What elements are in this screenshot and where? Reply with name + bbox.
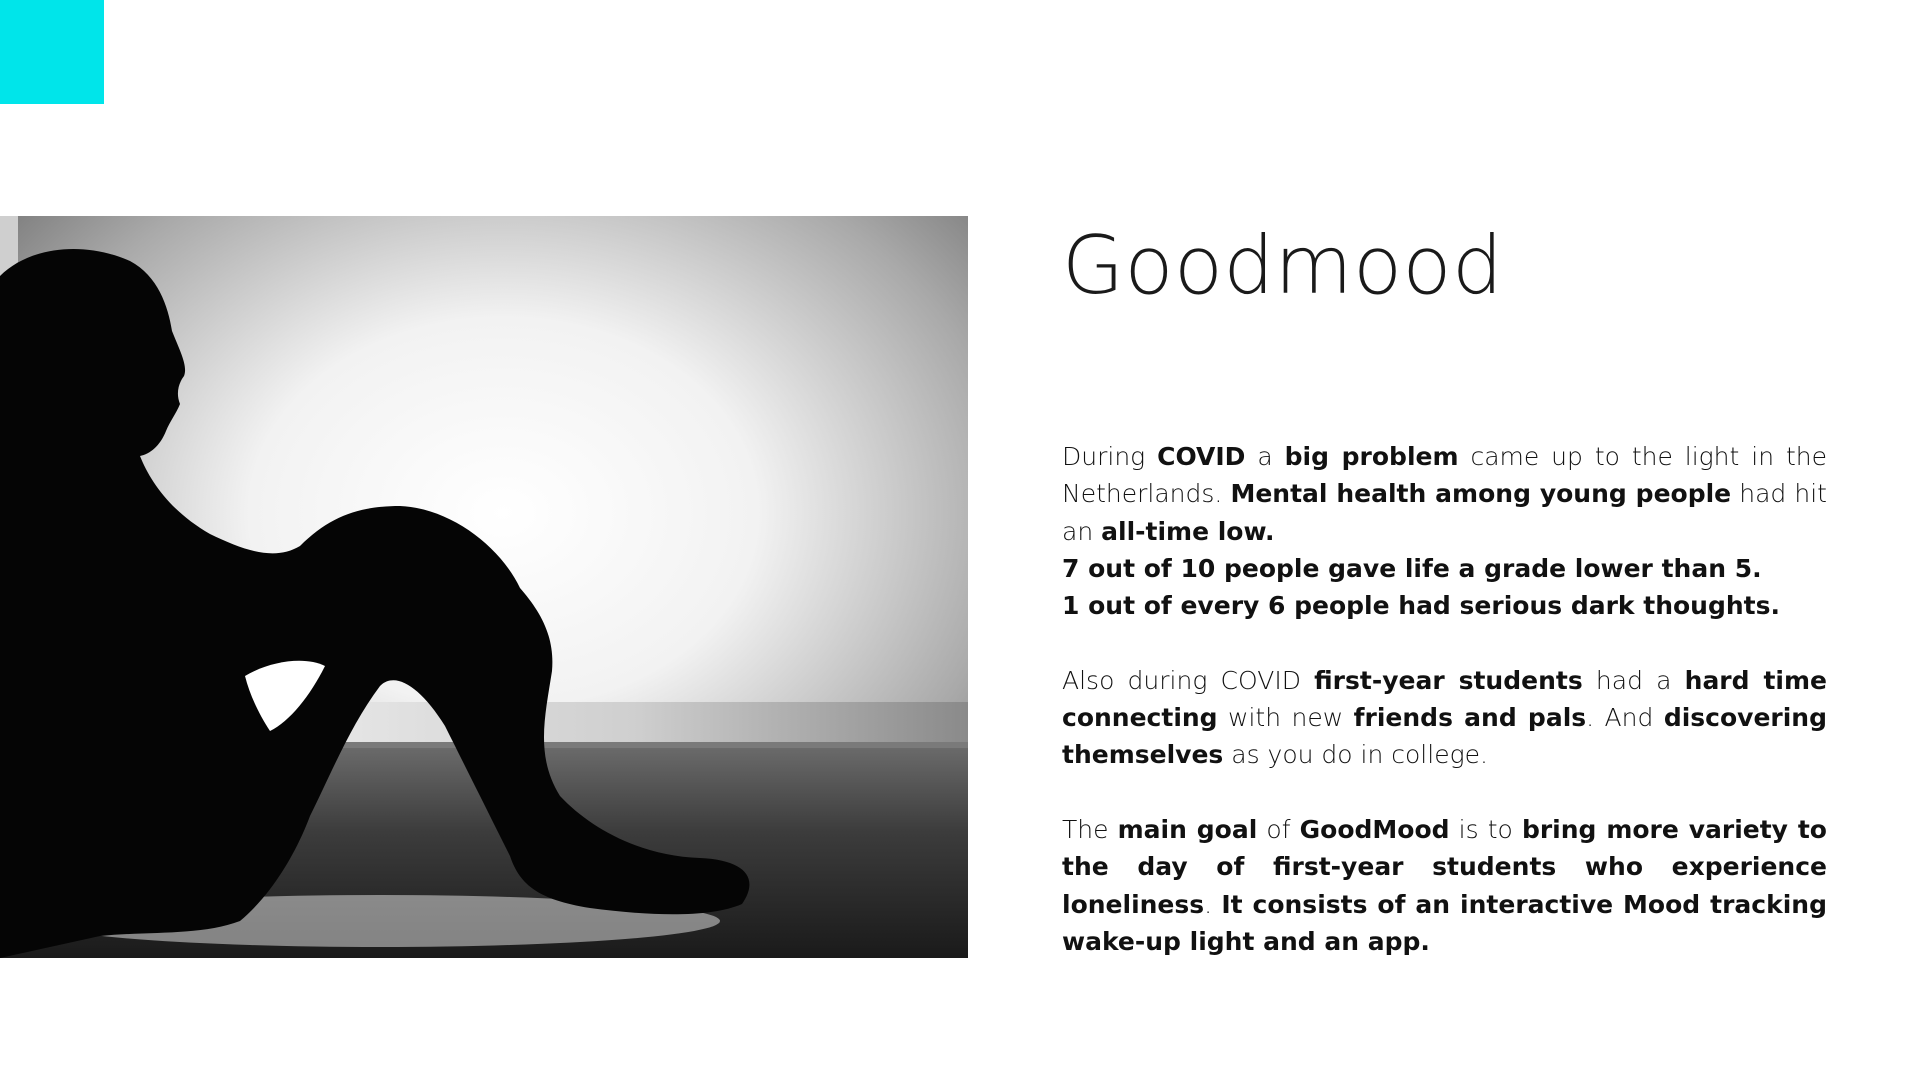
body-paragraph: [1062, 550, 1827, 587]
slide-title: Goodmood: [1062, 219, 1504, 312]
bold-text: first-year students: [1314, 665, 1583, 695]
text-run: a: [1245, 442, 1285, 471]
accent-square: [0, 0, 104, 104]
bold-text: It consists of an interactive Mood tracking wake-up light and an app.: [1062, 889, 1827, 956]
bold-text: hard time connecting: [1062, 665, 1828, 733]
text-run: with new: [1217, 703, 1354, 733]
bold-text: main goal: [1117, 814, 1258, 844]
text-run: had a: [1582, 665, 1685, 695]
bold-text: big problem: [1284, 442, 1459, 471]
text-run: as you do in college.: [1223, 740, 1488, 770]
body-paragraph: [1062, 438, 1827, 550]
photo-canvas: [0, 216, 968, 958]
text-run: is to: [1449, 814, 1522, 844]
text-run: During: [1062, 442, 1158, 471]
body-text: [1062, 438, 1827, 960]
bold-text: discovering themselves: [1062, 703, 1827, 770]
text-run: The: [1062, 814, 1118, 844]
text-run: came up to the light in the Netherlands.: [1062, 442, 1827, 509]
bold-text: all-time low.: [1101, 516, 1275, 546]
bold-text: friends and pals: [1353, 703, 1587, 733]
bold-text: GoodMood: [1299, 814, 1450, 844]
body-paragraph: [1062, 662, 1827, 774]
body-paragraph: [1062, 587, 1827, 624]
bold-text: bring more variety to the day of first-year students who experience loneliness: [1062, 814, 1827, 919]
bold-text: COVID: [1157, 442, 1246, 471]
bold-text: 7 out of 10 people gave life a grade lower than 5.: [1062, 553, 1762, 583]
text-run: had hit an: [1062, 479, 1827, 546]
text-run: .: [1204, 889, 1222, 919]
bold-text: 1 out of every 6 people had serious dark thoughts.: [1062, 591, 1780, 621]
bold-text: Mental health among young people: [1230, 479, 1732, 509]
silhouette-person-sitting-photo: [0, 216, 968, 958]
body-paragraph: [1062, 811, 1827, 960]
text-run: of: [1257, 814, 1300, 844]
text-run: Also during COVID: [1062, 665, 1315, 695]
text-run: . And: [1586, 703, 1664, 733]
